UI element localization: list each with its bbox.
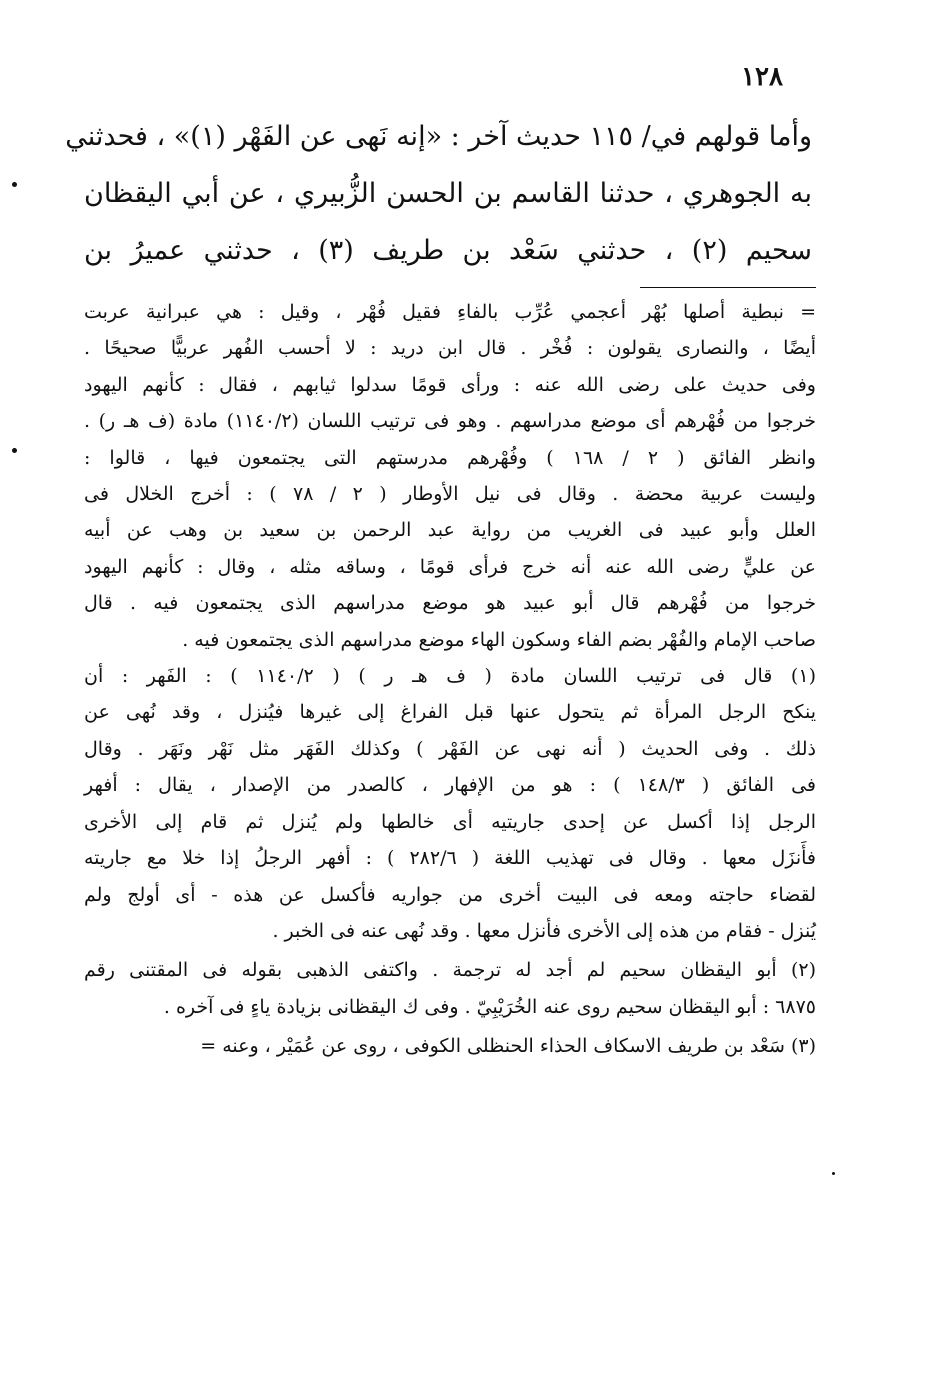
main-text-line: سحيم (٢) ، حدثني سَعْد بن طريف (٣) ، حدثني عميرُ بن: [84, 235, 812, 266]
footnote-line: وليست عربية محضة . وقال فى نيل الأوطار ( ٢ / ٧٨ ) : أخرج الخلال فى: [84, 483, 816, 506]
main-text-line: به الجوهري ، حدثنا القاسم بن الحسن الزُّبيري ، عن أبي اليقظان: [84, 178, 812, 209]
main-text-line: وأما قولهم في/ ١١٥ حديث آخر : «إنه نَهى عن الفَهْر (١)» ، فحدثني: [65, 121, 812, 152]
footnote-1-line: ينكح الرجل المرأة ثم يتحول عنها قبل الفراغ إلى غيرها فيُنزل ، وقد نُهى عن: [84, 701, 816, 724]
footnote-line: عن عليٍّ رضى الله عنه أنه خرج فرأى قومًا ، وساقه مثله ، وقال : كأنهم اليهود: [84, 555, 816, 578]
page-number: ١٢٨: [741, 62, 783, 92]
footnote-separator-rule: [640, 287, 816, 288]
footnote-1-line: فأَنزَل معها . وقال فى تهذيب اللغة ( ٢٨٢/٦ ) : أفهر الرجلُ إذا خلا مع جاريته: [84, 847, 816, 870]
footnote-line: خرجوا من فُهْرهم أى موضع مدراسهم . وهو فى ترتيب اللسان (١١٤٠/٢) مادة (ف هـ ر) .: [84, 410, 816, 433]
footnote-line: العلل وأبو عبيد فى الغريب من رواية عبد الرحمن بن سعيد بن وهب عن أبيه: [84, 519, 816, 542]
footnote-2-line: (٢) أبو اليقظان سحيم لم أجد له ترجمة . واكتفى الذهبى بقوله فى المقتنى رقم: [84, 959, 816, 982]
footnote-3-line: (٣) سَعْد بن طريف الاسكاف الحذاء الحنظلى الكوفى ، روى عن عُمَيْر ، وعنه =: [200, 1035, 816, 1058]
footnote-1-line: ذلك . وفى الحديث ( أنه نهى عن الفَهْر ) وكذلك الفَهَر مثل نَهْر ونَهَر . وقال: [84, 737, 816, 760]
footnote-1-line: يُنزل - فقام من هذه إلى الأخرى فأنزل معها . وقد نُهى عنه فى الخبر .: [272, 919, 816, 942]
footnote-1-line: الرجل إذا أكسل عن إحدى جاريتيه أى خالطها ولم يُنزل ثم قام إلى الأخرى: [84, 810, 816, 833]
margin-speck: [12, 182, 17, 187]
footnote-line: خرجوا من فُهْرهم قال أبو عبيد هو موضع مدراسهم الذى يجتمعون فيه . قال: [84, 592, 816, 615]
margin-speck: [12, 448, 17, 453]
footnote-1-line: (١) قال فى ترتيب اللسان مادة ( ف هـ ر ) ( ١١٤٠/٢ ) : الفَهر : أن: [84, 665, 816, 688]
footnote-line: وانظر الفائق ( ٢ / ١٦٨ ) وفُهْرهم مدرستهم التى يجتمعون فيها ، قالوا :: [84, 446, 816, 469]
footnote-1-line: لقضاء حاجته ومعه فى البيت أخرى من جواريه فأكسل عن هذه - أى أولج ولم: [84, 883, 816, 906]
footnote-2-line: ٦٨٧٥ : أبو اليقظان سحيم روى عنه الخُرَيْبِيّ . وفى ك اليقظانى بزيادة ياءٍ فى آخره .: [163, 995, 816, 1018]
footnote-line: وفى حديث على رضى الله عنه : ورأى قومًا سدلوا ثيابهم ، فقال : كأنهم اليهود: [84, 373, 816, 396]
footnote-line: = نبطية أصلها بُهْر أعجمي عُرِّب بالفاءِ فقيل فُهْر ، وقيل : هي عبرانية عربت: [84, 301, 816, 323]
footnote-1-line: فى الفائق ( ١٤٨/٣ ) : هو من الإفهار ، كالصدر من الإصدار ، يقال : أفهر: [84, 774, 816, 797]
footnote-line: أيضًا ، والنصارى يقولون : فُخْر . قال ابن دريد : لا أحسب الفُهر عربيًّا صحيحًا .: [84, 337, 816, 360]
footnote-line: صاحب الإمام والفُهْر بضم الفاء وسكون الهاء موضع مدراسهم الذى يجتمعون فيه .: [182, 628, 816, 651]
footnotes: [84, 294, 816, 1065]
margin-speck: [832, 1172, 835, 1175]
main-text: [65, 108, 812, 279]
